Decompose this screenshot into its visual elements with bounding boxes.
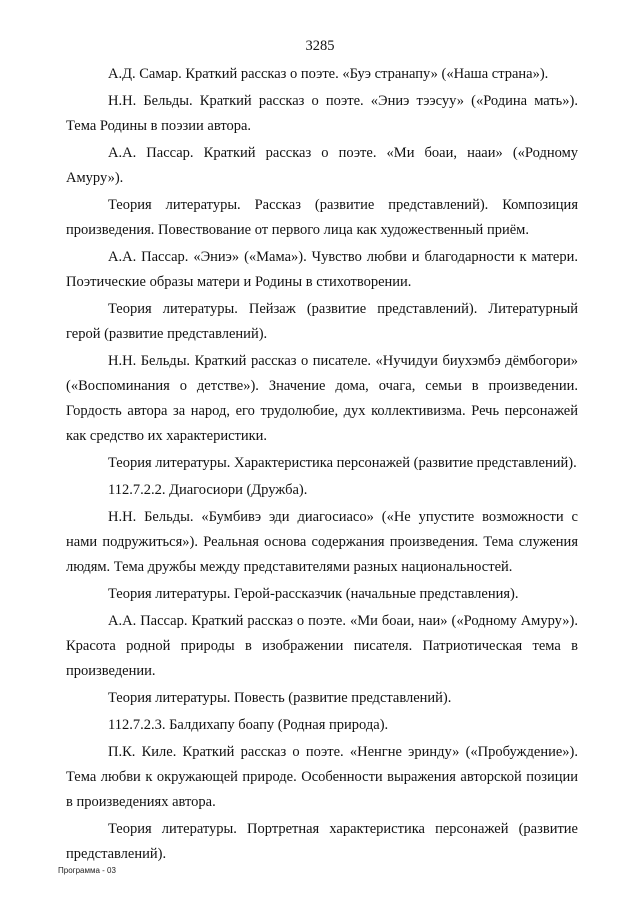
paragraph-passar-amur: А.А. Пассар. Краткий рассказ о поэте. «Ми боаи, нааи» («Родному Амуру»). [66, 145, 578, 186]
page-number: 3285 [305, 38, 335, 54]
paragraph-theory-portret: Теория литературы. Портретная характеристика персонажей (развитие представлений). [66, 821, 578, 862]
paragraph-beldy-druzhba: Н.Н. Бельды. «Бумбивэ эди диагосиасо» («Не упустите возможности с нами подружиться»). Реальная основа содержания произведения. Тема служения людям. Тема дружбы между представителями разных национальностей. [66, 509, 578, 575]
paragraph-beldy-detstvo: Н.Н. Бельды. Краткий рассказ о писателе. «Нучидуи биухэмбэ дёмбогори» («Воспоминания о детстве»). Значение дома, очага, семьи в произведении. Гордость автора за народ, его трудолюбие, дух коллективизма. Речь персонажей как средство их характеристики. [66, 353, 578, 444]
paragraph-samar: А.Д. Самар. Краткий рассказ о поэте. «Буэ странапу» («Наша страна»). [108, 66, 549, 82]
paragraph-beldy-rodina: Н.Н. Бельды. Краткий рассказ о поэте. «Эниэ тээсуу» («Родина мать»). Тема Родины в поэзии автора. [66, 93, 578, 134]
paragraph-theory-kharakteristika: Теория литературы. Характеристика персонажей (развитие представлений). [108, 455, 577, 471]
paragraph-passar-mama: А.А. Пассар. «Эниэ» («Мама»). Чувство любви и благодарности к матери. Поэтические образы матери и Родины в стихотворении. [66, 249, 578, 290]
paragraph-kile-probuzhdenie: П.К. Киле. Краткий рассказ о поэте. «Ненгне эринду» («Пробуждение»). Тема любви к окружающей природе. Особенности выражения авторской позиции в произведениях автора. [66, 744, 578, 810]
paragraph-theory-rasskaz: Теория литературы. Рассказ (развитие представлений). Композиция произведения. Повествование от первого лица как художественный приём. [66, 197, 578, 238]
document-body [66, 62, 578, 869]
section-heading-druzhba: 112.7.2.2. Диагосиори (Дружба). [108, 482, 308, 498]
paragraph-theory-geroi: Теория литературы. Герой-рассказчик (начальные представления). [108, 586, 519, 602]
footer-label: Программа - 03 [58, 866, 116, 875]
paragraph-passar-priroda: А.А. Пассар. Краткий рассказ о поэте. «Ми боаи, наи» («Родному Амуру»). Красота родной природы в изображении писателя. Патриотическая тема в произведении. [66, 613, 578, 679]
paragraph-theory-povest: Теория литературы. Повесть (развитие представлений). [108, 690, 452, 706]
paragraph-theory-peizazh: Теория литературы. Пейзаж (развитие представлений). Литературный герой (развитие представлений). [66, 301, 578, 342]
section-heading-rodnaya-priroda: 112.7.2.3. Балдихапу боапу (Родная природа). [108, 717, 389, 733]
